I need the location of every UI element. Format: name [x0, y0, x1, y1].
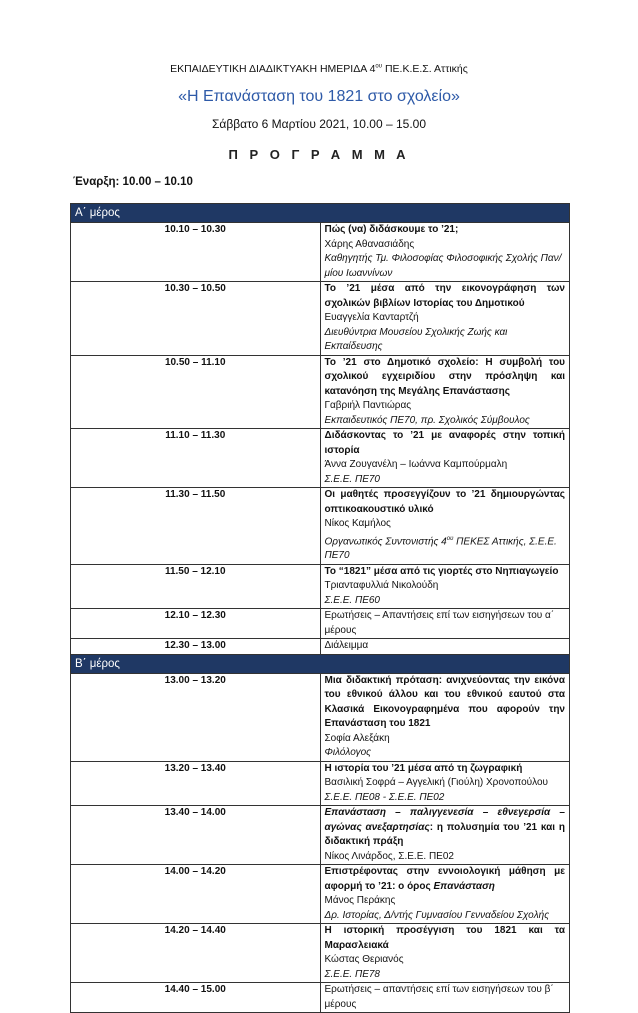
- session-title-main: Επιστρέφοντας στην εννοιολογική μάθηση με αφορμή το ’21: ο όρος: [324, 866, 565, 892]
- speaker-name: Χάρης Αθανασιάδης: [324, 238, 415, 250]
- speaker-role: Φιλόλογος: [324, 747, 372, 759]
- time-cell: 10.10 – 10.30: [71, 223, 321, 282]
- session-cell: [320, 282, 570, 356]
- time-cell: 11.10 – 11.30: [71, 429, 321, 488]
- speaker-name: Νίκος Καμήλος: [324, 518, 391, 529]
- speaker-name: Κώστας Θεριανός: [324, 954, 404, 966]
- speaker-role: Διευθύντρια Μουσείου Σχολικής Ζωής και Εκπαίδευσης: [324, 326, 508, 352]
- table-row: [71, 609, 570, 639]
- table-row: [71, 865, 570, 924]
- table-row: [71, 223, 570, 282]
- session-title: Διδάσκοντας το ’21 με αναφορές στην τοπική ιστορία: [324, 430, 565, 456]
- session-cell: [320, 761, 570, 806]
- speaker-role: Σ.Ε.Ε. ΠΕ08 - Σ.Ε.Ε. ΠΕ02: [324, 791, 445, 803]
- session-title: Οι μαθητές προσεγγίζουν το ’21 δημιουργώντας οπτικοακουστικό υλικό: [324, 489, 565, 515]
- session-title: Η ιστορία του ’21 μέσα από τη ζωγραφική: [324, 762, 523, 774]
- speaker-name: Μάνος Περάκης: [324, 895, 396, 907]
- section-header-b: [71, 654, 570, 673]
- section-b-label: Β΄ μέρος: [71, 654, 570, 673]
- time-cell: 12.30 – 13.00: [71, 639, 321, 655]
- speaker-name: Γαβριήλ Παντιώρας: [324, 400, 412, 411]
- session-cell: [320, 924, 570, 983]
- session-cell: [320, 673, 570, 761]
- table-row: [71, 355, 570, 429]
- table-row: [71, 806, 570, 865]
- session-cell: [320, 429, 570, 488]
- table-row: [71, 282, 570, 356]
- table-row: [71, 983, 570, 1013]
- section-header-a: [71, 204, 570, 223]
- session-title: Το “1821” μέσα από τις γιορτές στο Νηπιαγωγείο: [324, 565, 559, 577]
- session-title-rest: : η πολυσημία του ’21 και η διδακτική πράξη: [324, 821, 565, 848]
- qa-cell: Ερωτήσεις – Απαντήσεις επί των εισηγήσεων του α΄ μέρους: [320, 609, 570, 639]
- speaker-role: Καθηγητής Τμ. Φιλοσοφίας Φιλοσοφικής Σχολής Παν/μίου Ιωαννίνων: [324, 253, 562, 279]
- role-prefix: Οργανωτικός Συντονιστής 4: [324, 535, 447, 547]
- speaker-name: Άννα Ζουγανέλη – Ιωάννα Καμπούρμαλη: [324, 459, 508, 470]
- time-cell: 10.30 – 10.50: [71, 282, 321, 356]
- speaker-name: Τριανταφυλλιά Νικολούδη: [324, 580, 439, 592]
- table-row: [71, 924, 570, 983]
- session-title: Το ’21 στο Δημοτικό σχολείο: Η συμβολή του σχολικού εγχειριδίου στην πρόσληψη και κατανόηση της Μεγάλης Επανάστασης: [324, 356, 565, 397]
- program-heading: Π Ρ Ο Γ Ρ Α Μ Μ Α: [228, 147, 410, 162]
- speaker-name: Ευαγγελία Κανταρτζή: [324, 312, 419, 323]
- speaker-role: [325, 532, 566, 564]
- session-title: [325, 865, 566, 894]
- session-title-italic: Επανάσταση: [433, 880, 495, 892]
- table-row: [71, 761, 570, 806]
- table-row: [71, 429, 570, 488]
- time-cell: 13.20 – 13.40: [71, 761, 321, 806]
- time-cell: 14.20 – 14.40: [71, 924, 321, 983]
- time-cell: 11.30 – 11.50: [71, 488, 321, 565]
- session-title: Μια διδακτική πρόταση: ανιχνεύοντας την εικόνα του εθνικού άλλου και του εθνικού εαυτού στα Κλασικά Εικονογραφημένα που αφορούν την Επανάσταση του 1821: [324, 674, 565, 730]
- time-cell: 14.00 – 14.20: [71, 865, 321, 924]
- session-title: Πώς (να) διδάσκουμε το ’21;: [324, 224, 459, 235]
- table-row: [71, 488, 570, 565]
- time-cell: 11.50 – 12.10: [71, 564, 321, 609]
- table-row: [71, 564, 570, 609]
- organizer-suffix: ΠΕ.Κ.Ε.Σ. Αττικής: [382, 63, 468, 75]
- event-date: Σάββατο 6 Μαρτίου 2021, 10.00 – 15.00: [211, 117, 426, 131]
- organizer-line: [0, 63, 638, 75]
- section-a-label: Α΄ μέρος: [71, 204, 570, 223]
- schedule-table: [70, 203, 570, 1013]
- session-cell: [320, 355, 570, 429]
- opening-time: Έναρξη: 10.00 – 10.10: [73, 176, 193, 188]
- speaker-role: Δρ. Ιστορίας, Δ/ντής Γυμνασίου Γενναδείου Σχολής: [324, 909, 550, 921]
- speaker-role: Σ.Ε.Ε. ΠΕ70: [324, 473, 380, 485]
- role-superscript: ου: [446, 535, 454, 542]
- speaker-role: Σ.Ε.Ε. ΠΕ60: [324, 594, 380, 606]
- time-cell: 12.10 – 12.30: [71, 609, 321, 639]
- session-cell: [320, 223, 570, 282]
- session-cell: [320, 865, 570, 924]
- time-cell: 14.40 – 15.00: [71, 983, 321, 1013]
- time-cell: 10.50 – 11.10: [71, 355, 321, 429]
- session-title: Το ’21 μέσα από την εικονογράφηση των σχολικών βιβλίων Ιστορίας του Δημοτικού: [324, 283, 565, 309]
- organizer-superscript: ου: [375, 63, 383, 70]
- table-row: [71, 639, 570, 655]
- break-cell: Διάλειμμα: [320, 639, 570, 655]
- speaker-name: Βασιλική Σοφρά – Αγγελική (Γιούλη) Χρονοπούλου: [324, 777, 549, 789]
- speaker-role: Σ.Ε.Ε. ΠΕ78: [324, 968, 380, 980]
- speaker-name: Σοφία Αλεξάκη: [324, 732, 390, 744]
- event-title: «Η Επανάσταση του 1821 στο σχολείο»: [178, 88, 460, 105]
- session-cell: [320, 806, 570, 865]
- table-row: [71, 673, 570, 761]
- speaker-name: Νίκος Λινάρδος, Σ.Ε.Ε. ΠΕ02: [324, 850, 454, 862]
- time-cell: 13.00 – 13.20: [71, 673, 321, 761]
- session-cell: [320, 564, 570, 609]
- role-suffix: ΠΕΚΕΣ Αττικής, Σ.Ε.Ε. ΠΕ70: [324, 535, 557, 562]
- session-title: Η ιστορική προσέγγιση του 1821 και τα Μαρασλειακά: [324, 925, 565, 951]
- session-title-italic: Επανάσταση – παλιγγενεσία – εθνεγερσία – αγώνας ανεξαρτησίας: [324, 807, 565, 833]
- qa-cell: Ερωτήσεις – απαντήσεις επί των εισηγήσεων του β΄ μέρους: [320, 983, 570, 1013]
- session-title: [325, 806, 566, 850]
- session-cell: [320, 488, 570, 565]
- organizer-prefix: ΕΚΠΑΙΔΕΥΤΙΚΗ ΔΙΑΔΙΚΤΥΑΚΗ ΗΜΕΡΙΔΑ 4: [170, 63, 376, 75]
- speaker-role: Εκπαιδευτικός ΠΕ70, πρ. Σχολικός Σύμβουλος: [324, 414, 530, 426]
- time-cell: 13.40 – 14.00: [71, 806, 321, 865]
